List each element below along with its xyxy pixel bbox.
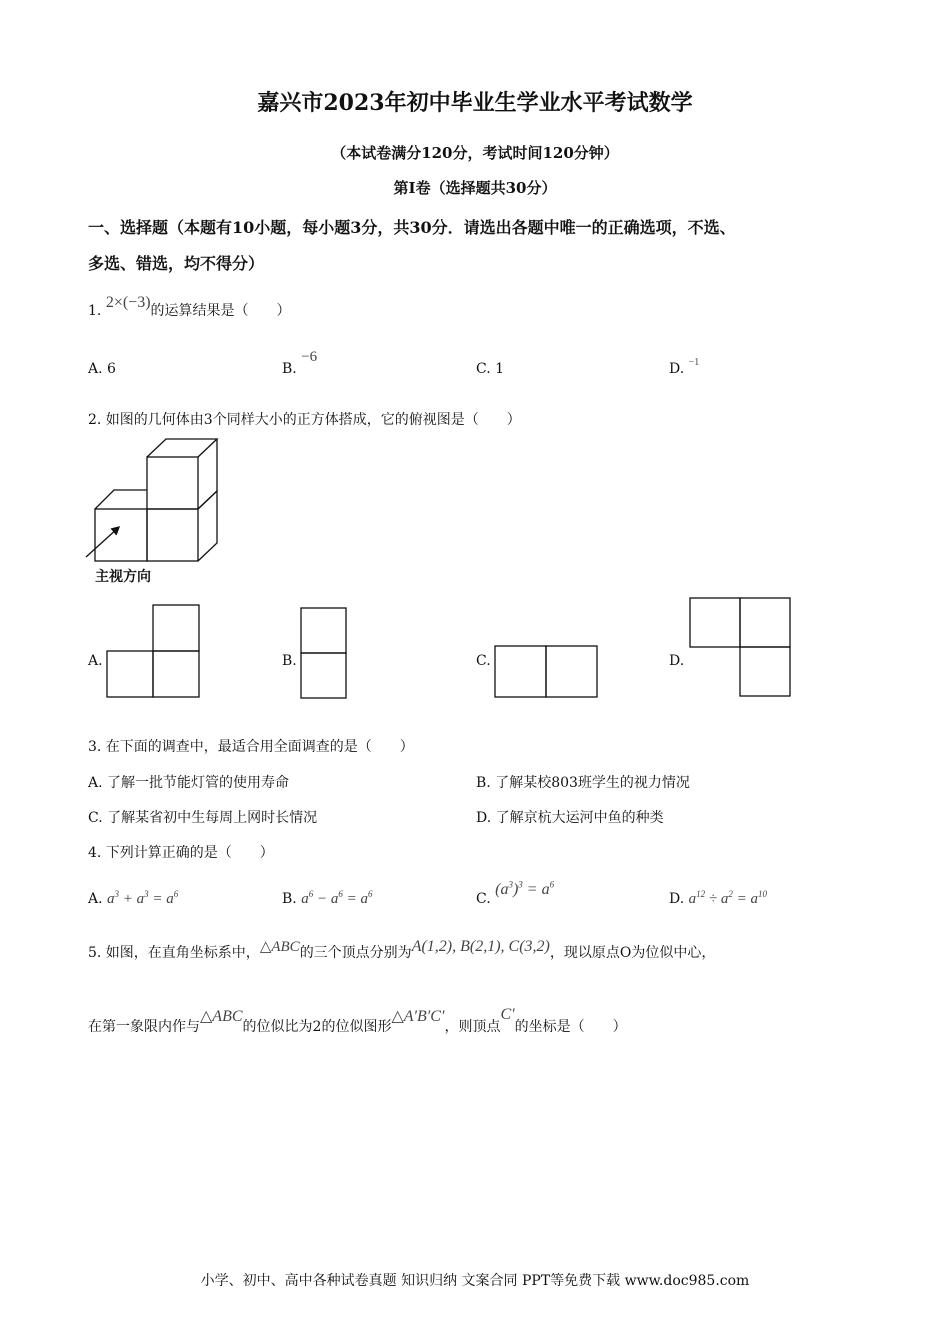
q5-line2-mid2: ，则顶点 [444, 1019, 501, 1035]
q1-option-b[interactable] [282, 349, 318, 378]
q5-line2-end: 的坐标是（ ） [514, 1019, 627, 1035]
q5-line2-point: C′ [500, 1006, 515, 1023]
question-2: 2. 如图的几何体由3个同样大小的正方体搭成，它的俯视图是（ ） [88, 412, 521, 428]
question-1-text: 的运算结果是（ ） [150, 303, 291, 319]
q3-option-c[interactable]: C. 了解某省初中生每周上网时长情况 [88, 810, 318, 826]
top-cube-side [198, 439, 217, 509]
q2-option-b-label[interactable]: B. [282, 653, 297, 669]
question-5-line1 [88, 938, 716, 962]
q5-text-start: 5. 如图，在直角坐标系中， [88, 945, 260, 961]
q5-points: A(1,2), B(2,1), C(3,2) [411, 938, 550, 955]
exam-info: （本试卷满分120分，考试时间120分钟） [331, 144, 619, 162]
bottom-right-cube-front [147, 509, 198, 561]
q4-option-d[interactable] [669, 889, 767, 908]
question-4: 4. 下列计算正确的是（ ） [88, 845, 274, 861]
q4-option-d-formula: $a^{12} \div a^2 = a^{10}$ [688, 889, 767, 907]
q3-option-a[interactable]: A. 了解一批节能灯管的使用寿命 [88, 775, 290, 791]
q2-option-b-figure[interactable] [299, 606, 349, 700]
q3-option-d[interactable]: D. 了解京杭大运河中鱼的种类 [476, 810, 664, 826]
q5-line2-triangle2: △A′B′C′ [391, 1008, 445, 1025]
q4-option-c-label: C. [476, 891, 491, 908]
section-heading-line1: 一、选择题（本题有10小题，每小题3分，共30分．请选出各题中唯一的正确选项，不选、 [88, 218, 736, 237]
q1-option-a[interactable]: A. 6 [88, 361, 116, 377]
bottom-left-cube-top [95, 490, 147, 509]
q2-option-c-label[interactable]: C. [476, 653, 491, 669]
view-direction-label: 主视方向 [95, 569, 151, 585]
question-1-expression: 2×(−3) [105, 294, 151, 311]
top-cube-front [147, 457, 198, 509]
q2-option-a-label[interactable]: A. [88, 653, 103, 669]
part-title: 第I卷（选择题共30分） [393, 179, 557, 197]
q4-option-a[interactable] [88, 889, 178, 908]
q5-line2-mid: 的位似比为2的位似图形 [242, 1019, 392, 1035]
section-heading-line2: 多选、错选，均不得分） [88, 254, 265, 273]
question-3: 3. 在下面的调查中，最适合用全面调查的是（ ） [88, 739, 414, 755]
cube-figure [80, 435, 240, 570]
q2-option-a-figure[interactable] [105, 603, 201, 699]
q4-option-b-formula: $a^6 - a^6 = a^6$ [301, 889, 373, 907]
q1-option-d-value: −1 [688, 357, 700, 368]
q2-option-c-figure[interactable] [493, 644, 601, 700]
q4-option-c-formula: $(a^3)^3 = a^6$ [495, 880, 555, 899]
q4-option-a-label: A. [88, 891, 103, 907]
q2-option-d-label[interactable]: D. [669, 653, 685, 669]
q2-option-d-figure[interactable] [688, 596, 794, 700]
q5-triangle: △ABC [259, 939, 300, 955]
q3-option-b[interactable]: B. 了解某校803班学生的视力情况 [476, 775, 690, 791]
q5-text-end: ，现以原点O为位似中心， [549, 945, 716, 961]
q5-line2-start: 在第一象限内作与 [88, 1019, 200, 1035]
q4-option-c[interactable] [476, 880, 555, 908]
q1-option-d-label: D. [669, 361, 685, 377]
top-cube-top [147, 439, 217, 457]
q1-option-d[interactable] [669, 357, 700, 377]
q4-option-b[interactable] [282, 889, 372, 908]
question-1 [88, 294, 291, 320]
q1-option-b-value: −6 [301, 349, 318, 365]
q1-option-b-label: B. [282, 361, 297, 377]
view-direction-arrow [86, 528, 118, 557]
question-1-number: 1. [88, 303, 102, 319]
question-5-line2 [88, 1006, 627, 1036]
bottom-left-cube-front [95, 509, 147, 561]
bottom-right-cube-side [198, 491, 217, 561]
q4-option-d-label: D. [669, 891, 685, 907]
q1-option-c[interactable]: C. 1 [476, 361, 505, 377]
page-footer: 小学、初中、高中各种试卷真题 知识归纳 文案合同 PPT等免费下载 www.doc985.com [200, 1273, 750, 1289]
q5-line2-triangle: △ABC [200, 1008, 243, 1025]
page-title: 嘉兴市2023年初中毕业生学业水平考试数学 [257, 90, 693, 116]
q4-option-a-formula: $a^3 + a^3 = a^6$ [107, 889, 179, 907]
q5-text-mid: 的三个顶点分别为 [299, 945, 412, 961]
q4-option-b-label: B. [282, 891, 297, 907]
